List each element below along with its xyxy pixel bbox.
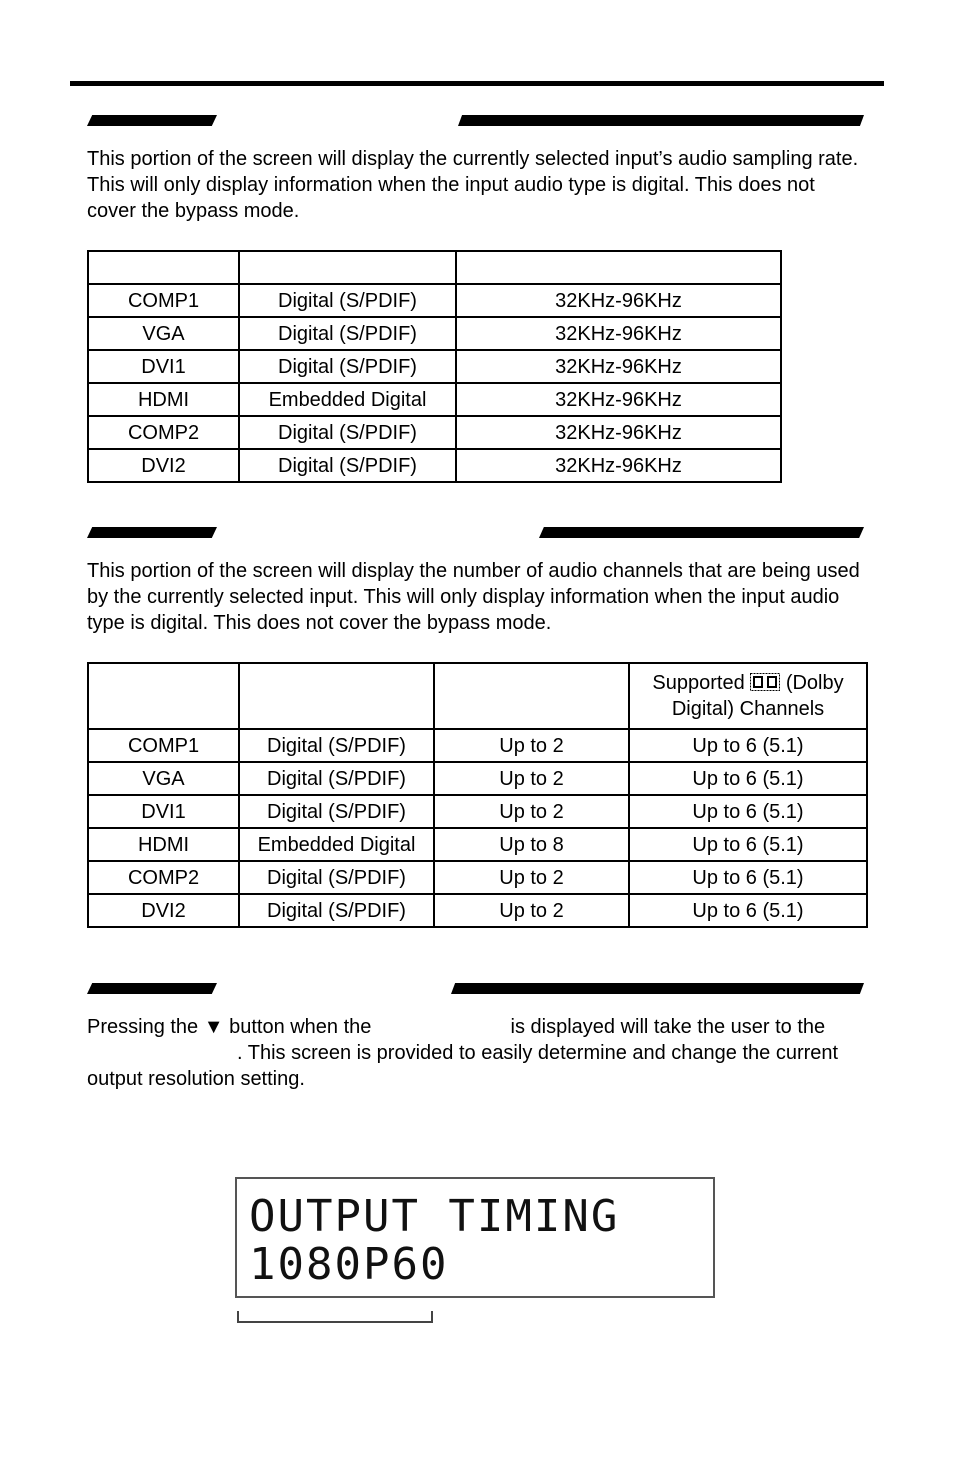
input-cell: COMP2: [88, 416, 239, 449]
table-row: [88, 416, 781, 449]
dolby-cell: Up to 6 (5.1): [629, 762, 867, 795]
lcd-display: [235, 1177, 715, 1298]
section1-paragraph: This portion of the screen will display the currently selected input’s audio sampling rate. This will only display information when the input audio type is digital. This does not cover the bypass mode.: [87, 148, 859, 222]
section2-heading-bar-left: [87, 527, 217, 538]
input-cell: COMP2: [88, 861, 239, 894]
header-cell-dolby: [629, 663, 867, 729]
table-row: [88, 284, 781, 317]
pcm-cell: Up to 2: [434, 894, 629, 927]
rate-cell: 32KHz-96KHz: [456, 416, 781, 449]
type-cell: Digital (S/PDIF): [239, 894, 434, 927]
dolby-digital-logo-icon: [750, 673, 780, 691]
dolby-cell: Up to 6 (5.1): [629, 795, 867, 828]
table-row: [88, 350, 781, 383]
table-row: [88, 795, 867, 828]
table-row: [88, 383, 781, 416]
type-cell: Digital (S/PDIF): [239, 317, 456, 350]
input-cell: COMP1: [88, 284, 239, 317]
table-header-row: [88, 663, 867, 729]
header-cell: [88, 251, 239, 284]
rate-cell: 32KHz-96KHz: [456, 284, 781, 317]
type-cell: Digital (S/PDIF): [239, 284, 456, 317]
rate-cell: 32KHz-96KHz: [456, 317, 781, 350]
top-rule: [70, 81, 884, 86]
header-supported-text: Supported: [652, 672, 745, 694]
pcm-cell: Up to 8: [434, 828, 629, 861]
type-cell: Digital (S/PDIF): [239, 729, 434, 762]
header-dolby-text: (Dolby Digital) Channels: [671, 672, 844, 720]
pcm-cell: Up to 2: [434, 861, 629, 894]
input-cell: DVI2: [88, 449, 239, 482]
section3-text-part3: . This screen is provided to easily determine and change the current output resolution setting.: [87, 1042, 839, 1090]
header-cell: [239, 251, 456, 284]
section3-text-part1: Pressing the ▼ button when the: [87, 1016, 372, 1038]
type-cell: Digital (S/PDIF): [239, 762, 434, 795]
table-row: [88, 449, 781, 482]
dolby-cell: Up to 6 (5.1): [629, 828, 867, 861]
input-cell: HDMI: [88, 828, 239, 861]
type-cell: Digital (S/PDIF): [239, 449, 456, 482]
table-row: [88, 828, 867, 861]
lcd-line-1: OUTPUT TIMING: [249, 1191, 620, 1242]
section3-paragraph: [87, 1014, 877, 1092]
rate-cell: 32KHz-96KHz: [456, 449, 781, 482]
type-cell: Digital (S/PDIF): [239, 416, 456, 449]
type-cell: Digital (S/PDIF): [239, 795, 434, 828]
dolby-cell: Up to 6 (5.1): [629, 729, 867, 762]
input-cell: DVI1: [88, 795, 239, 828]
table-header-row: [88, 251, 781, 284]
dolby-cell: Up to 6 (5.1): [629, 894, 867, 927]
header-cell: [434, 663, 629, 729]
input-cell: HDMI: [88, 383, 239, 416]
type-cell: Digital (S/PDIF): [239, 350, 456, 383]
lcd-line2-bracket: [237, 1311, 433, 1323]
pcm-cell: Up to 2: [434, 729, 629, 762]
type-cell: Embedded Digital: [239, 383, 456, 416]
lcd-line-2: 1080P60: [249, 1239, 449, 1290]
table-row: [88, 317, 781, 350]
section3-heading-bar-right: [451, 983, 864, 994]
type-cell: Embedded Digital: [239, 828, 434, 861]
rate-cell: 32KHz-96KHz: [456, 383, 781, 416]
header-cell: [456, 251, 781, 284]
table-row: [88, 861, 867, 894]
section2-paragraph: This portion of the screen will display the number of audio channels that are being used by the currently selected input. This will only display information when the input audio type is digital. This does not cover the bypass mode.: [87, 560, 860, 634]
input-cell: DVI2: [88, 894, 239, 927]
table-row: [88, 729, 867, 762]
rate-cell: 32KHz-96KHz: [456, 350, 781, 383]
input-cell: COMP1: [88, 729, 239, 762]
section1-heading-bar-right: [458, 115, 864, 126]
dolby-cell: Up to 6 (5.1): [629, 861, 867, 894]
channels-table: [87, 662, 868, 928]
sampling-rate-table: [87, 250, 782, 483]
section1-heading-bar-left: [87, 115, 217, 126]
section2-heading-bar-right: [539, 527, 864, 538]
table-row: [88, 762, 867, 795]
table-row: [88, 894, 867, 927]
type-cell: Digital (S/PDIF): [239, 861, 434, 894]
pcm-cell: Up to 2: [434, 762, 629, 795]
header-cell: [239, 663, 434, 729]
section3-text-part2: is displayed will take the user to the: [510, 1016, 826, 1038]
header-cell: [88, 663, 239, 729]
input-cell: VGA: [88, 762, 239, 795]
pcm-cell: Up to 2: [434, 795, 629, 828]
input-cell: VGA: [88, 317, 239, 350]
input-cell: DVI1: [88, 350, 239, 383]
section3-heading-bar-left: [87, 983, 217, 994]
